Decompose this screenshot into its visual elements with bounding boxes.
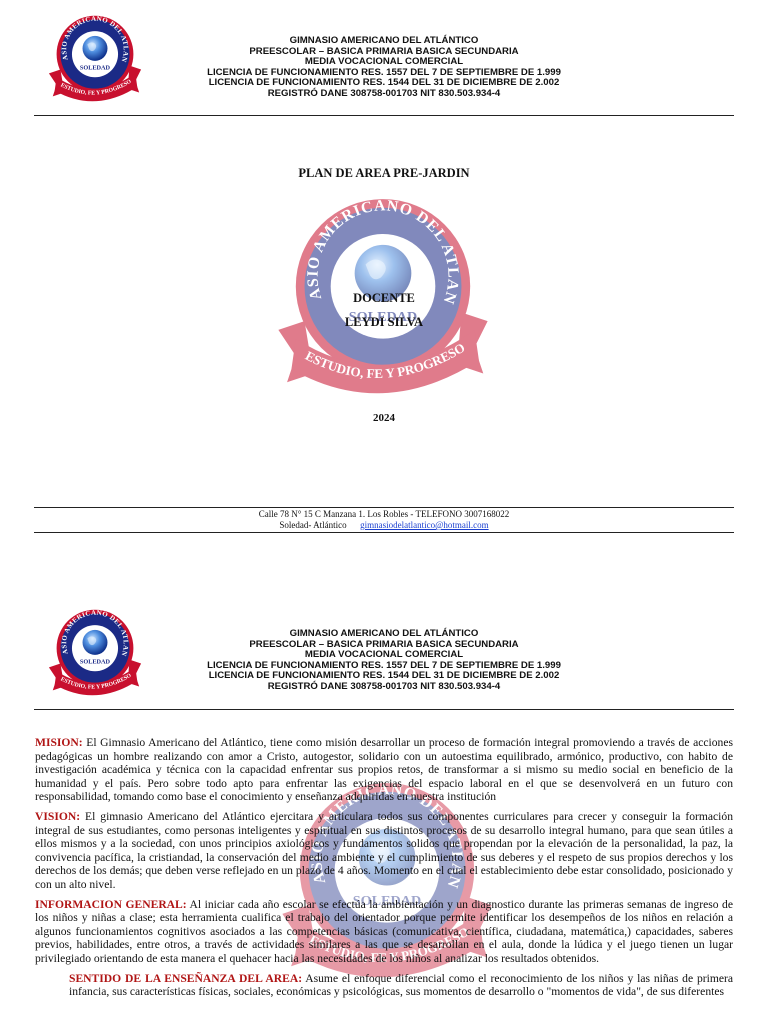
header-line: GIMNASIO AMERICANO DEL ATLÁNTICO [289, 35, 479, 46]
header-line: LICENCIA DE FUNCIONAMIENTO RES. 1557 DEL 7 DE SEPTIEMBRE DE 1.999 [207, 659, 561, 671]
document-title: PLAN DE AREA PRE-JARDIN [298, 166, 470, 180]
info-text: Al iniciar cada año escolar se efectúa la ambientación y un diagnostico durante las primeras semanas de ingreso de los niños y niñas a clase; esta herramienta cualifica el trabajo del orientador porque permite identificar los desempeños de los niños en relación a algunos funcionamientos cognitivos asociados a las competencias básicas (comunicativa, científica, ciudadana, matemática,) capacidades, saberes previos, habilidades, entre otros, a través de actividades similares a las que se desarrollan en el aula, donde la lúdica y el juego tienen un lugar privilegiado orientando de esta manera el quehacer hacia las necesidades de los niños al analizar los resultados obtenidos. [35, 897, 733, 965]
footer-city: Soledad- Atlántico [279, 520, 347, 530]
sentido-text: Asume el enfoque diferencial como el reconocimiento de los niños y las niñas de primera infancia, sus características físicas, sociales, económicas y psicológicas, sus momentos de desarrollo o "momentos de vida", de sus diferentes [69, 971, 733, 999]
header-line: LICENCIA DE FUNCIONAMIENTO RES. 1544 DEL 31 DE DICIEMBRE DE 2.002 [208, 670, 560, 682]
header-line: REGISTRÓ DANE 308758-001703 NIT 830.503.934-4 [267, 87, 501, 99]
header-divider [34, 115, 734, 116]
teacher-role: DOCENTE [353, 291, 415, 305]
header-line: PREESCOLAR – BASICA PRIMARIA BASICA SECUNDARIA [249, 638, 519, 650]
document-year: 2024 [373, 412, 395, 424]
school-logo [44, 604, 146, 700]
sentido-paragraph [69, 972, 733, 999]
teacher-name: LEYDI SILVA [344, 315, 424, 329]
school-header [160, 36, 608, 100]
header-line: MEDIA VOCACIONAL COMERCIAL [304, 56, 464, 68]
vision-paragraph [35, 810, 733, 892]
email-link[interactable]: gimnasiodelatlantico@hotmail.com [360, 520, 489, 530]
header-line: LICENCIA DE FUNCIONAMIENTO RES. 1557 DEL 7 DE SEPTIEMBRE DE 1.999 [207, 66, 561, 78]
sentido-label: SENTIDO DE LA ENSEÑANZA DEL AREA: [69, 971, 303, 985]
footer-divider-top [34, 507, 734, 508]
header-line: GIMNASIO AMERICANO DEL ATLÁNTICO [289, 628, 479, 639]
header-line: MEDIA VOCACIONAL COMERCIAL [304, 649, 464, 661]
footer-contact [0, 520, 768, 531]
vision-label: VISION: [35, 809, 81, 823]
document-body [35, 736, 733, 1005]
mision-text: El Gimnasio Americano del Atlántico, tiene como misión desarrollar un proceso de formación integral promoviendo a través de acciones pedagógicas un hombre realizando con amor a Cristo, autogestor, solidario con un autoestima equilibrado, armónico, productivo, con habito de investigación académica y técnica con la capacidad enfrentar sus propios retos, de transformar a si mismo su medio social en beneficio de la humanidad y el país. Pero sobre todo apto para enfrentar las exigencias del espacio laboral en el que se desenvolverá en un futuro con responsabilidad, tomando como base el conocimiento y enseñanza adquiridas en nuestra institución [35, 736, 733, 804]
mision-label: MISION: [35, 736, 83, 749]
info-paragraph [35, 898, 733, 966]
footer-divider-bottom [34, 532, 734, 533]
header-line: REGISTRÓ DANE 308758-001703 NIT 830.503.934-4 [267, 680, 501, 692]
header-line: LICENCIA DE FUNCIONAMIENTO RES. 1544 DEL 31 DE DICIEMBRE DE 2.002 [208, 77, 560, 89]
page-footer [0, 509, 768, 531]
header-divider [34, 709, 734, 710]
footer-address: Calle 78 N° 15 C Manzana 1. Los Robles - TELEFONO 3007168022 [258, 509, 510, 519]
info-label: INFORMACION GENERAL: [35, 897, 187, 911]
header-line: PREESCOLAR – BASICA PRIMARIA BASICA SECUNDARIA [249, 45, 519, 57]
school-header [160, 629, 608, 693]
mision-paragraph [35, 736, 733, 804]
school-logo [44, 10, 146, 106]
vision-text: El gimnasio Americano del Atlántico ejercitara y articulara todos sus componentes curriculares para crecer y conseguir la formación integral de sus estudiantes, como personas inteligentes y espiritual en sus distintos procesos de su desarrollo integral humano, para que sean útiles a ellos mismos y a la sociedad, con unos principios axiológicos y fundamentos solidos que propendan por la elevación de la personalidad, la paz, la convivencia pacífica, la cristiandad, la conservación del medio ambiente y el cumplimiento de sus deberes y el respeto de sus propios derechos y los derechos de los demás; que deben verse reflejado en un plazo de 4 años. Momento en el cual el establecimiento debe estar consolidado, posicionado y con un alto nivel. [35, 809, 733, 891]
